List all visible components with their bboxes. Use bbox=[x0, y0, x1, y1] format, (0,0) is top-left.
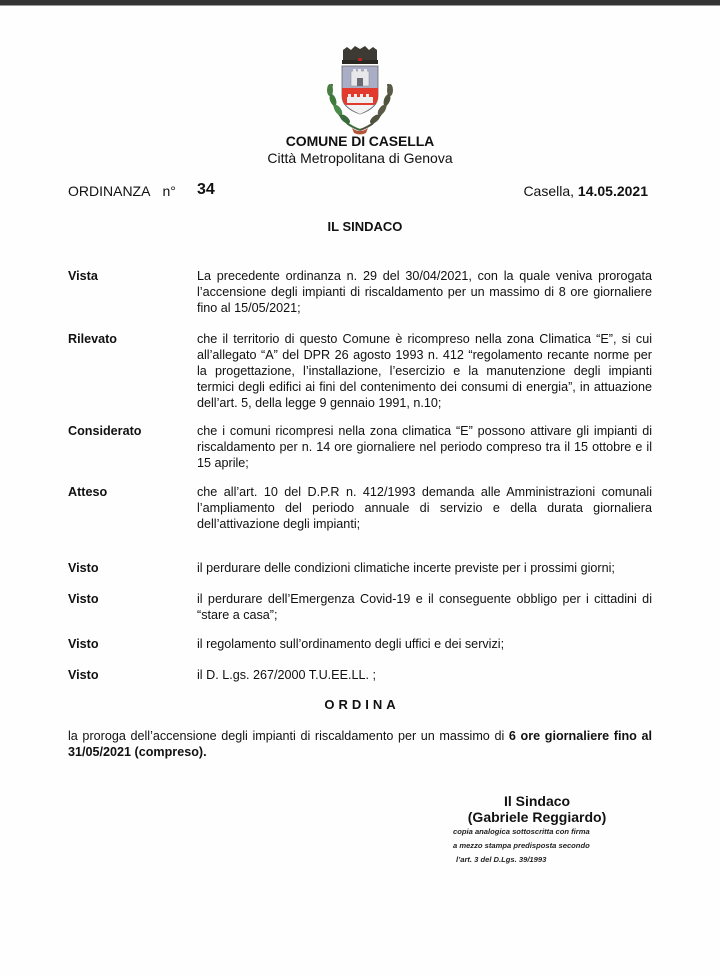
premise-label: Considerato bbox=[68, 424, 142, 438]
premise-visto-4 bbox=[68, 667, 652, 683]
premise-atteso bbox=[68, 484, 652, 532]
premise-label: Visto bbox=[68, 637, 99, 651]
signature-note-line: copia analogica sottoscritta con firma bbox=[453, 827, 590, 836]
section-title: IL SINDACO bbox=[327, 219, 403, 234]
premise-text: il perdurare dell’Emergenza Covid-19 e il conseguente obbligo per i cittadini di “stare a casa”; bbox=[197, 592, 652, 622]
premise-text: il perdurare delle condizioni climatiche incerte previste per i prossimi giorni; bbox=[197, 561, 615, 575]
ordinanza-label bbox=[68, 183, 176, 199]
ordina-text-plain: la proroga dell’accensione degli impianti di riscaldamento per un massimo di bbox=[68, 729, 509, 743]
signature-title: Il Sindaco bbox=[503, 793, 571, 809]
premise-text: La precedente ordinanza n. 29 del 30/04/2021, con la quale veniva prorogata l’accensione degli impianti di riscaldamento per un massimo di 8 ore giornaliere fino al 15/05/2021; bbox=[197, 269, 652, 315]
premise-text: che i comuni ricompresi nella zona climatica “E” possono attivare gli impianti di riscaldamento per n. 14 ore giornaliere nel periodo compreso tra il 15 ottobre e il 15 aprile; bbox=[197, 424, 652, 470]
premise-label: Visto bbox=[68, 668, 99, 682]
premise-label: Visto bbox=[68, 592, 99, 606]
place-date bbox=[523, 183, 648, 199]
premise-label: Rilevato bbox=[68, 332, 117, 346]
premise-visto-3 bbox=[68, 636, 652, 652]
premise-visto-2 bbox=[68, 591, 652, 623]
premise-vista bbox=[68, 268, 652, 316]
ordinanza-number: 34 bbox=[197, 181, 215, 198]
premise-label: Atteso bbox=[68, 485, 108, 499]
comune-name: COMUNE DI CASELLA bbox=[285, 133, 435, 149]
citta-metropolitana: Città Metropolitana di Genova bbox=[267, 150, 453, 166]
premise-considerato bbox=[68, 423, 652, 471]
premise-text: il D. L.gs. 267/2000 T.U.EE.LL. ; bbox=[197, 668, 376, 682]
ordina-heading: ORDINA bbox=[324, 697, 400, 712]
place: Casella, bbox=[523, 183, 575, 199]
premise-text: che il territorio di questo Comune è ricompreso nella zona Climatica “E”, si cui all’allegato “A” del DPR 26 agosto 1993 n. 412 “regolamento recante norme per la progettazione, l’installazione, l’esercizio e la manutenzione degli impianti termici degli edifici ai fini del contenimento dei consumi di energia”, in attuazione dell’art. 5, della legge 9 gennaio 1991, n.10; bbox=[197, 332, 652, 410]
ordina-text-bold: 6 ore giornaliere fino al 31/05/2021 (compreso). bbox=[68, 729, 652, 759]
signature-note-line: a mezzo stampa predisposta secondo bbox=[453, 841, 590, 850]
top-bar bbox=[0, 0, 720, 6]
premise-text: che all’art. 10 del D.P.R n. 412/1993 demanda alle Amministrazioni comunali l’ampliamento del periodo annuale di servizio e della durata giornaliera dell’attivazione degli impianti; bbox=[197, 485, 652, 531]
signature-note-line: l’art. 3 del D.Lgs. 39/1993 bbox=[456, 855, 547, 864]
premise-rilevato bbox=[68, 331, 652, 411]
ordinanza-text: ORDINANZA bbox=[68, 183, 151, 199]
premise-visto-1 bbox=[68, 560, 652, 576]
municipal-coat-of-arms-icon bbox=[318, 44, 402, 136]
premise-text: il regolamento sull’ordinamento degli uffici e dei servizi; bbox=[197, 637, 505, 651]
premise-label: Visto bbox=[68, 561, 99, 575]
date: 14.05.2021 bbox=[577, 183, 648, 199]
number-label: n° bbox=[162, 183, 176, 199]
ordina-text bbox=[68, 728, 652, 760]
premise-label: Vista bbox=[68, 269, 98, 283]
signature-name: (Gabriele Reggiardo) bbox=[467, 809, 607, 825]
